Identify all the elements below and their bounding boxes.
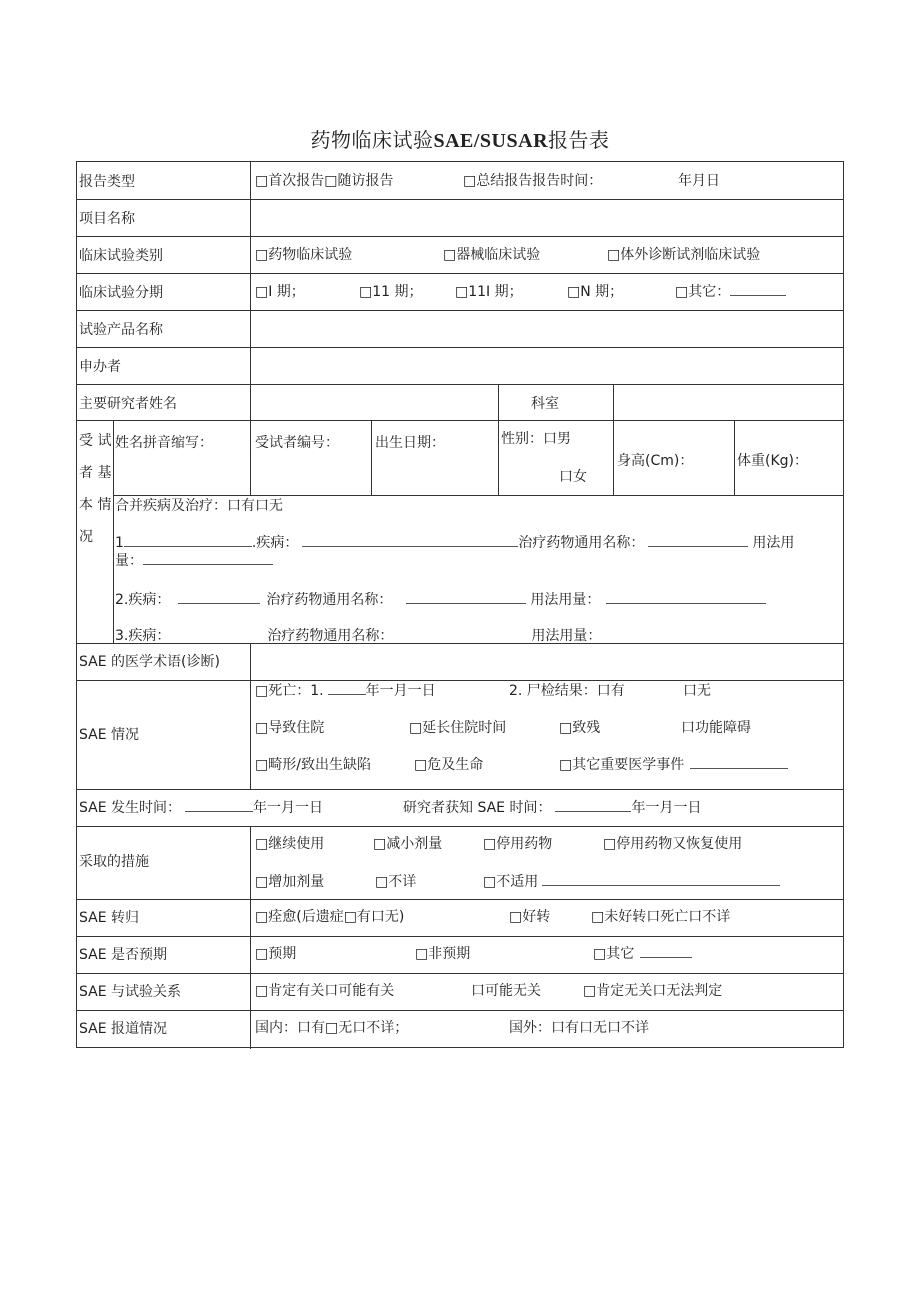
- not-improved-checkbox[interactable]: □未好转口死亡口不详: [591, 909, 731, 925]
- subject-side-label-4: 况: [79, 529, 93, 545]
- subject-initials-label: 姓名拼音缩写：: [115, 435, 213, 451]
- comorbid-row-2: 2.疾病： 治疗药物通用名称： 用法用量：: [115, 591, 766, 609]
- expected-other-checkbox[interactable]: □其它: [593, 945, 692, 963]
- prolonged-hospitalization-checkbox[interactable]: □延长住院时间: [409, 720, 507, 736]
- increase-dose-checkbox[interactable]: □增加剂量: [255, 874, 325, 890]
- definitely-related-checkbox[interactable]: □肯定有关口可能有关: [255, 983, 395, 999]
- autopsy-no-checkbox[interactable]: 口无: [683, 683, 711, 699]
- sex-female-checkbox[interactable]: 口女: [559, 469, 587, 485]
- expected-label: SAE 是否预期: [79, 947, 168, 963]
- report-date: 年月日: [678, 173, 720, 189]
- comorbid-row-3: 3.疾病： 治疗药物通用名称： 用法用量：: [115, 628, 602, 643]
- sponsor-label: 申办者: [79, 359, 121, 375]
- phase-1-checkbox[interactable]: □I 期；: [255, 284, 305, 300]
- category-device-checkbox[interactable]: □器械临床试验: [443, 247, 541, 263]
- sae-aware-time: 研究者获知 SAE 时间： 年一月一日: [403, 800, 702, 816]
- comorbid-row-1-cont: 量：: [115, 552, 273, 570]
- report-type-summary[interactable]: □总结报告报告时间：: [463, 173, 603, 189]
- trial-category-label: 临床试验类别: [79, 248, 163, 264]
- category-drug-checkbox[interactable]: □药物临床试验: [255, 247, 353, 263]
- category-ivd-checkbox[interactable]: □体外诊断试剂临床试验: [607, 247, 761, 263]
- report-type-label: 报告类型: [79, 174, 135, 190]
- reduce-dose-checkbox[interactable]: □减小剂量: [373, 836, 443, 852]
- life-threatening-checkbox[interactable]: □危及生命: [414, 757, 484, 773]
- sae-situation-label: SAE 情况: [79, 727, 140, 743]
- continue-use-checkbox[interactable]: □继续使用: [255, 836, 325, 852]
- phase-other-checkbox[interactable]: □其它：: [675, 283, 786, 301]
- measures-label: 采取的措施: [79, 854, 149, 870]
- death-checkbox[interactable]: □死亡：1. 年一月一日: [255, 683, 436, 699]
- unexpected-checkbox[interactable]: □非预期: [415, 946, 471, 962]
- phase-3-checkbox[interactable]: □11I 期；: [455, 284, 523, 300]
- dob-label: 出生日期：: [375, 435, 445, 451]
- trial-phase-label: 临床试验分期: [79, 285, 163, 301]
- sex-male-checkbox[interactable]: 性别：口男: [501, 431, 571, 447]
- hospitalization-checkbox[interactable]: □导致住院: [255, 720, 325, 736]
- stop-drug-checkbox[interactable]: □停用药物: [483, 836, 553, 852]
- unrelated-checkbox[interactable]: □肯定无关口无法判定: [583, 983, 723, 999]
- domestic-report-checkbox[interactable]: 国内：口有□无口不详；: [255, 1020, 409, 1036]
- page-title: 药物临床试验SAE/SUSAR报告表: [310, 128, 610, 152]
- pi-label: 主要研究者姓名: [79, 396, 177, 412]
- reporting-label: SAE 报道情况: [79, 1021, 168, 1037]
- sae-term-label: SAE 的医学术语(诊断): [79, 654, 220, 670]
- other-medical-event-checkbox[interactable]: □其它重要医学事件: [559, 756, 788, 774]
- foreign-report-checkbox[interactable]: 国外：口有口无口不详: [509, 1020, 649, 1036]
- autopsy-yes-checkbox[interactable]: 2. 尸检结果：口有: [509, 683, 625, 699]
- sae-report-form: [76, 161, 844, 1048]
- phase-2-checkbox[interactable]: □11 期；: [359, 284, 423, 300]
- report-type-initial-followup[interactable]: □首次报告□随访报告: [255, 173, 394, 189]
- not-applicable-checkbox[interactable]: □不适用: [483, 873, 780, 891]
- comorbid-row-1: 1 .疾病： 治疗药物通用名称： 用法用: [115, 535, 795, 551]
- height-label: 身高(Cm)：: [617, 453, 694, 469]
- measure-unknown-checkbox[interactable]: □不详: [375, 874, 417, 890]
- project-name-label: 项目名称: [79, 211, 135, 227]
- phase-4-checkbox[interactable]: □N 期；: [567, 284, 624, 300]
- weight-label: 体重(Kg)：: [737, 453, 808, 469]
- sae-onset-time: SAE 发生时间： 年一月一日: [79, 800, 324, 816]
- dysfunction-checkbox[interactable]: 口功能障碍: [681, 720, 751, 736]
- product-name-label: 试验产品名称: [79, 322, 163, 338]
- relation-label: SAE 与试验关系: [79, 984, 182, 1000]
- subject-number-label: 受试者编号：: [255, 435, 339, 451]
- deformity-checkbox[interactable]: □畸形/致出生缺陷: [255, 757, 371, 773]
- outcome-label: SAE 转归: [79, 910, 140, 926]
- subject-side-label-3: 本 情: [79, 497, 112, 513]
- subject-side-label-2: 者 基: [79, 465, 112, 481]
- stop-restart-checkbox[interactable]: □停用药物又恢复使用: [603, 836, 743, 852]
- possibly-unrelated-checkbox[interactable]: 口可能无关: [471, 983, 541, 999]
- recovered-checkbox[interactable]: □痊愈(后遗症□有口无): [255, 909, 405, 925]
- comorbidity-checkbox[interactable]: 合并疾病及治疗：口有口无: [115, 498, 283, 514]
- improved-checkbox[interactable]: □好转: [509, 909, 551, 925]
- disability-checkbox[interactable]: □致残: [559, 720, 601, 736]
- department-label: 科室: [531, 396, 559, 412]
- subject-side-label-1: 受 试: [79, 433, 112, 449]
- expected-checkbox[interactable]: □预期: [255, 946, 297, 962]
